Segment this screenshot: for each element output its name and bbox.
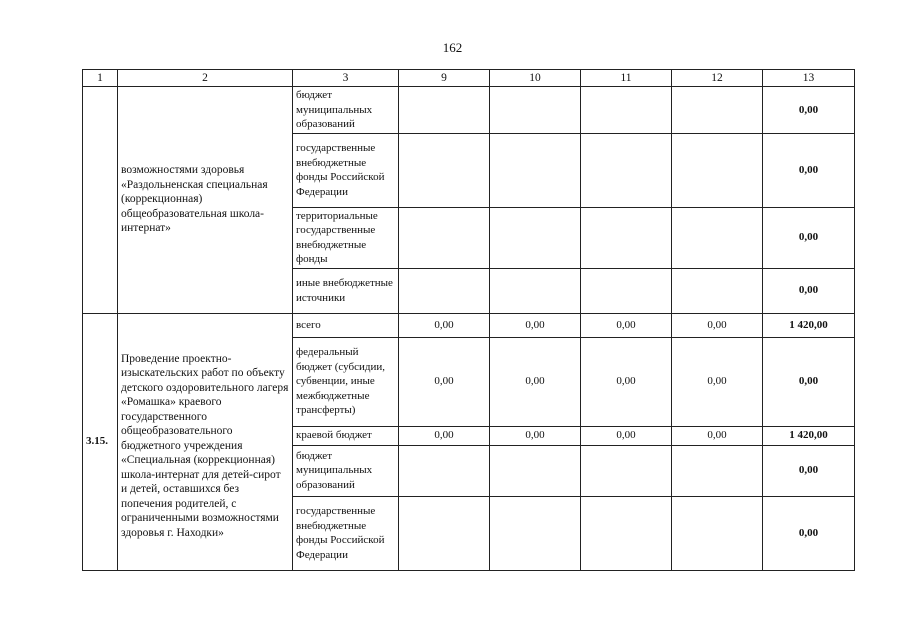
page-number: 162 [442,40,463,55]
table-row [83,313,855,337]
col-header-1: 1 [83,70,118,87]
value-cell: 0,00 [490,337,581,426]
item-description: Проведение проектно-изыскательских работ по объекту детского оздоровительного лагеря «Ромашка» краевого государственного общеобразовательного бюджетного учреждения «Специальная (коррекционная) школа-интернат для детей-сирот и детей, оставшихся без попечения родителей, с ограниченными возможностями здоровья г. Находки» [118,313,293,570]
value-cell: 0,00 [399,426,490,445]
value-cell: 0,00 [581,313,672,337]
source-cell: государственные внебюджетные фонды Российской Федерации [293,496,399,570]
total-cell: 0,00 [763,337,855,426]
source-cell: всего [293,313,399,337]
col-header-11: 11 [581,70,672,87]
total-cell: 1 420,00 [763,313,855,337]
total-cell: 0,00 [763,268,855,313]
value-cell: 0,00 [490,426,581,445]
source-cell: федеральный бюджет (субсидии, субвенции, иные межбюджетные трансферты) [293,337,399,426]
source-cell: государственные внебюджетные фонды Российской Федерации [293,133,399,207]
total-cell: 0,00 [763,207,855,268]
value-cell: 0,00 [672,426,763,445]
value-cell: 0,00 [672,313,763,337]
description-continued: возможностями здоровья «Раздольненская специальная (коррекционная) общеобразовательная школа-интернат» [118,87,293,314]
header-row [83,70,855,87]
value-cell: 0,00 [490,313,581,337]
col-header-10: 10 [490,70,581,87]
total-cell: 0,00 [763,87,855,134]
total-cell: 0,00 [763,496,855,570]
source-cell: краевой бюджет [293,426,399,445]
value-cell: 0,00 [581,426,672,445]
col-header-2: 2 [118,70,293,87]
source-cell: бюджет муниципальных образований [293,87,399,134]
total-cell: 0,00 [763,445,855,496]
col-header-12: 12 [672,70,763,87]
value-cell: 0,00 [399,337,490,426]
col-header-13: 13 [763,70,855,87]
col-header-9: 9 [399,70,490,87]
total-cell: 1 420,00 [763,426,855,445]
source-cell: иные внебюджетные источники [293,268,399,313]
value-cell: 0,00 [581,337,672,426]
source-cell: бюджет муниципальных образований [293,445,399,496]
code-cell-continued [83,87,118,314]
item-code: 3.15. [83,313,118,570]
value-cell: 0,00 [399,313,490,337]
total-cell: 0,00 [763,133,855,207]
table-row [83,87,855,134]
col-header-3: 3 [293,70,399,87]
source-cell: территориальные государственные внебюджетные фонды [293,207,399,268]
value-cell: 0,00 [672,337,763,426]
budget-table [82,69,855,571]
